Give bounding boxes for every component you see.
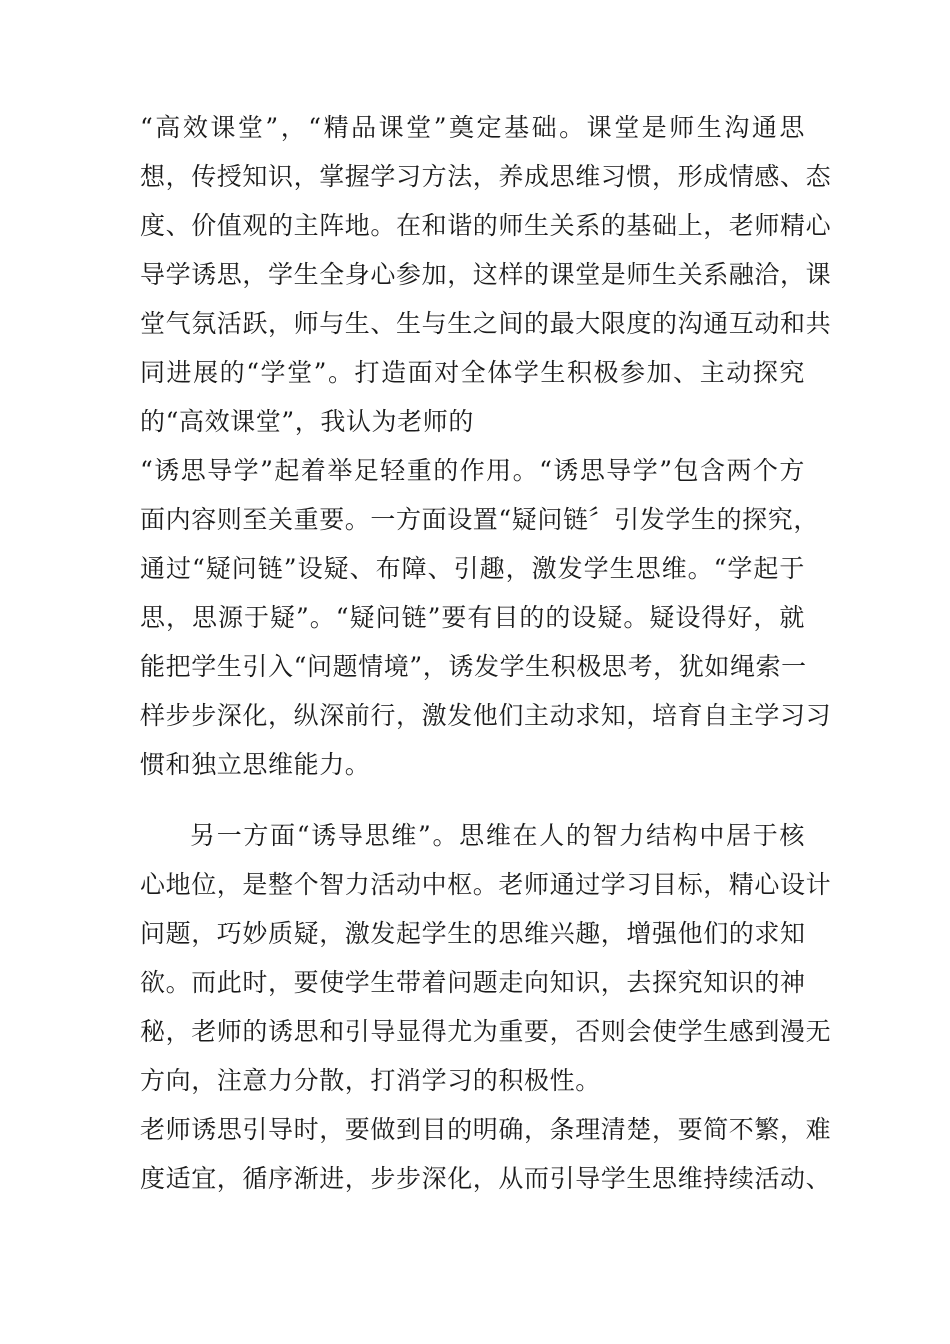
text-line: 度、价值观的主阵地。在和谐的师生关系的基础上，老师精心 bbox=[140, 211, 832, 240]
text-line: “高效课堂”，“精品课堂”奠定基础。课堂是师生沟通思 bbox=[140, 113, 805, 142]
text-line: 样步步深化，纵深前行，激发他们主动求知，培育自主学习习 bbox=[140, 701, 832, 730]
text-line: 欲。而此时，要使学生带着问题走向知识，去探究知识的神 bbox=[140, 968, 806, 997]
text-line: 导学诱思，学生全身心参加，这样的课堂是师生关系融洽，课 bbox=[140, 260, 832, 289]
text-line: 同进展的“学堂”。打造面对全体学生积极参加、主动探究 bbox=[140, 358, 805, 387]
text-line: 心地位，是整个智力活动中枢。老师通过学习目标，精心设计 bbox=[140, 870, 832, 899]
text-line: 秘，老师的诱思和引导显得尤为重要，否则会使学生感到漫无 bbox=[140, 1017, 832, 1046]
text-line: 堂气氛活跃，师与生、生与生之间的最大限度的沟通互动和共 bbox=[140, 309, 832, 338]
text-line: 想，传授知识，掌握学习方法，养成思维习惯，形成情感、态 bbox=[140, 162, 832, 191]
text-line: 通过“疑问链”设疑、布障、引趣，激发学生思维。“学起于 bbox=[140, 554, 805, 583]
text-line: 面内容则至关重要。一方面设置“疑问链〞引发学生的探究， bbox=[140, 505, 819, 534]
text-line-indented: 另一方面“诱导思维”。思维在人的智力结构中居于核 bbox=[190, 821, 805, 850]
text-line: 老师诱思引导时，要做到目的明确，条理清楚，要简不繁，难 bbox=[140, 1115, 832, 1144]
text-line: 思，思源于疑”。“疑问链”要有目的的设疑。疑设得好，就 bbox=[140, 603, 805, 632]
text-line: 问题，巧妙质疑，激发起学生的思维兴趣，增强他们的求知 bbox=[140, 919, 806, 948]
text-line: 能把学生引入“问题情境”，诱发学生积极思考，犹如绳索一 bbox=[140, 652, 807, 681]
text-line: 的“高效课堂”，我认为老师的 bbox=[140, 407, 474, 436]
text-line: “诱思导学”起着举足轻重的作用。“诱思导学”包含两个方 bbox=[140, 456, 805, 485]
text-line: 方向，注意力分散，打消学习的积极性。 bbox=[140, 1066, 601, 1095]
text-line: 惯和独立思维能力。 bbox=[140, 750, 371, 779]
text-line: 度适宜，循序渐进，步步深化，从而引导学生思维持续活动、 bbox=[140, 1164, 832, 1193]
